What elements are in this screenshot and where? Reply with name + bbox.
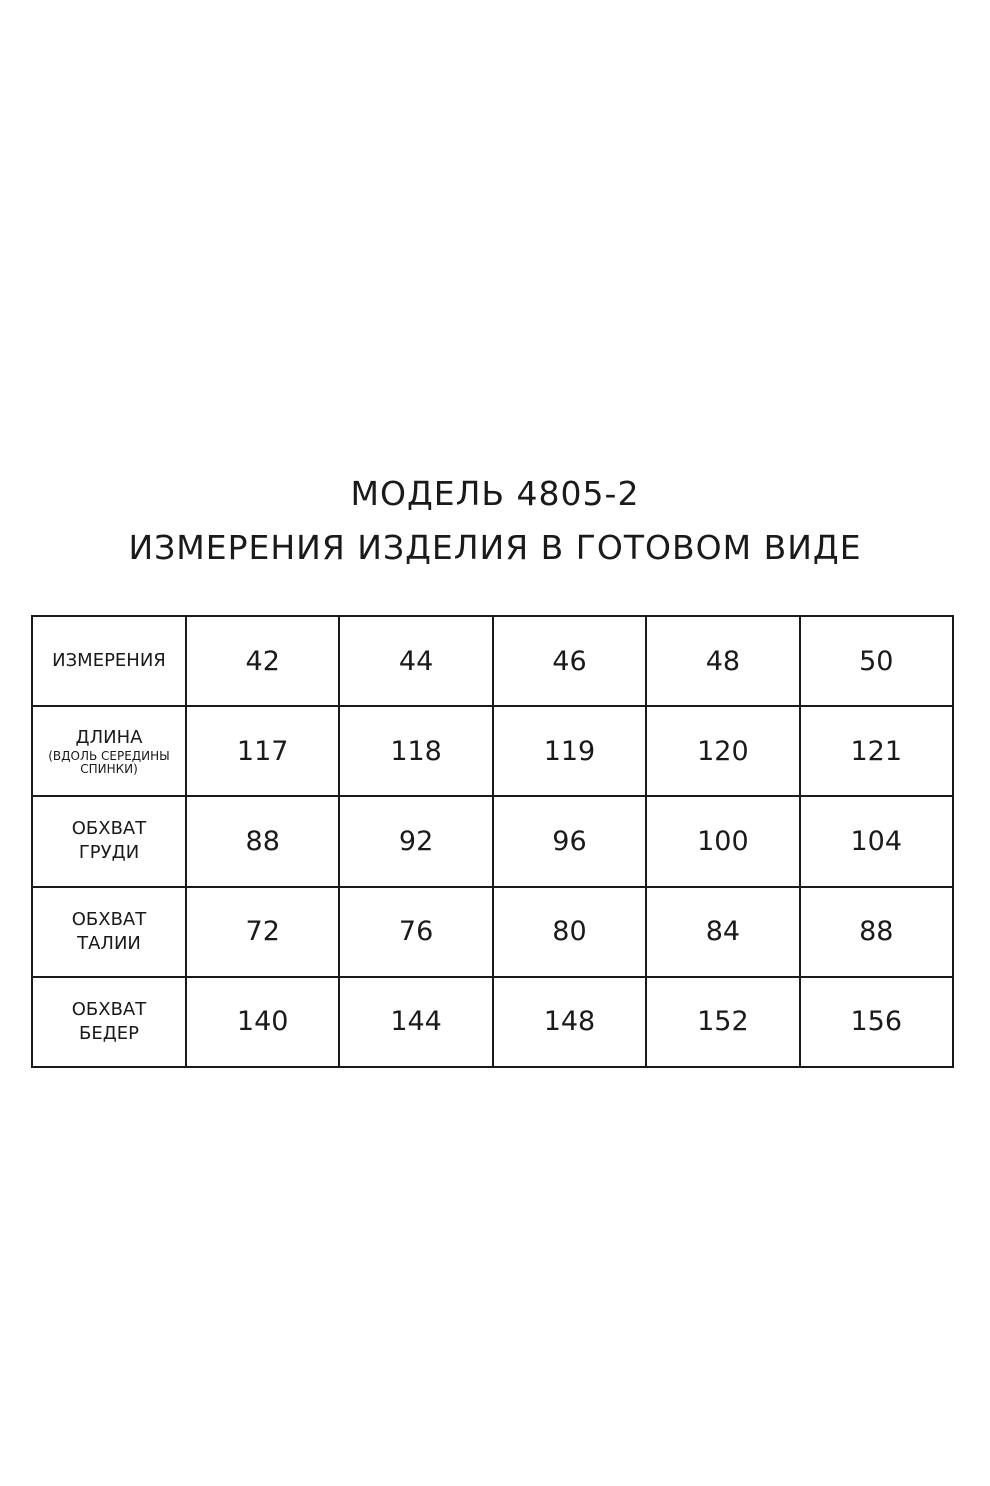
row-label-second: ТАЛИИ xyxy=(77,932,141,954)
table-cell: 140 xyxy=(186,977,339,1067)
row-label-second: ГРУДИ xyxy=(78,842,140,864)
size-header-cell: 42 xyxy=(186,616,339,706)
table-row-length xyxy=(32,706,953,796)
row-label-hips xyxy=(32,977,186,1067)
row-label-main: ОБХВАТ xyxy=(71,998,147,1020)
row-label-main: ОБХВАТ xyxy=(71,818,147,840)
table-header-row xyxy=(32,616,953,706)
row-label-chest xyxy=(32,796,186,886)
table-cell: 88 xyxy=(800,887,953,977)
table-cell: 100 xyxy=(646,796,799,886)
table-cell: 144 xyxy=(339,977,492,1067)
model-title: МОДЕЛЬ 4805-2 xyxy=(350,474,640,513)
row-label-length xyxy=(32,706,186,796)
table-cell: 72 xyxy=(186,887,339,977)
row-label-main: ДЛИНА xyxy=(75,727,143,749)
table-cell: 121 xyxy=(800,706,953,796)
size-header-cell: 48 xyxy=(646,616,799,706)
row-label-sub: (ВДОЛЬ СЕРЕДИНЫ СПИНКИ) xyxy=(48,749,170,777)
size-header-cell: 46 xyxy=(493,616,646,706)
row-label-second: БЕДЕР xyxy=(78,1022,139,1044)
table-cell: 96 xyxy=(493,796,646,886)
measurements-subtitle: ИЗМЕРЕНИЯ ИЗДЕЛИЯ В ГОТОВОМ ВИДЕ xyxy=(128,528,862,567)
table-cell: 92 xyxy=(339,796,492,886)
table-cell: 156 xyxy=(800,977,953,1067)
row-label-main: ОБХВАТ xyxy=(71,908,147,930)
table-cell: 152 xyxy=(646,977,799,1067)
table-cell: 76 xyxy=(339,887,492,977)
table-row-chest xyxy=(32,796,953,886)
size-header-cell: 50 xyxy=(800,616,953,706)
table-cell: 118 xyxy=(339,706,492,796)
table-cell: 88 xyxy=(186,796,339,886)
table-row-waist xyxy=(32,887,953,977)
table-cell: 148 xyxy=(493,977,646,1067)
table-cell: 104 xyxy=(800,796,953,886)
table-cell: 117 xyxy=(186,706,339,796)
table-cell: 120 xyxy=(646,706,799,796)
size-header-cell: 44 xyxy=(339,616,492,706)
size-table xyxy=(31,615,954,1068)
table-row-hips xyxy=(32,977,953,1067)
table-cell: 80 xyxy=(493,887,646,977)
header-label-cell: ИЗМЕРЕНИЯ xyxy=(32,616,186,706)
table-cell: 84 xyxy=(646,887,799,977)
table-cell: 119 xyxy=(493,706,646,796)
row-label-waist xyxy=(32,887,186,977)
